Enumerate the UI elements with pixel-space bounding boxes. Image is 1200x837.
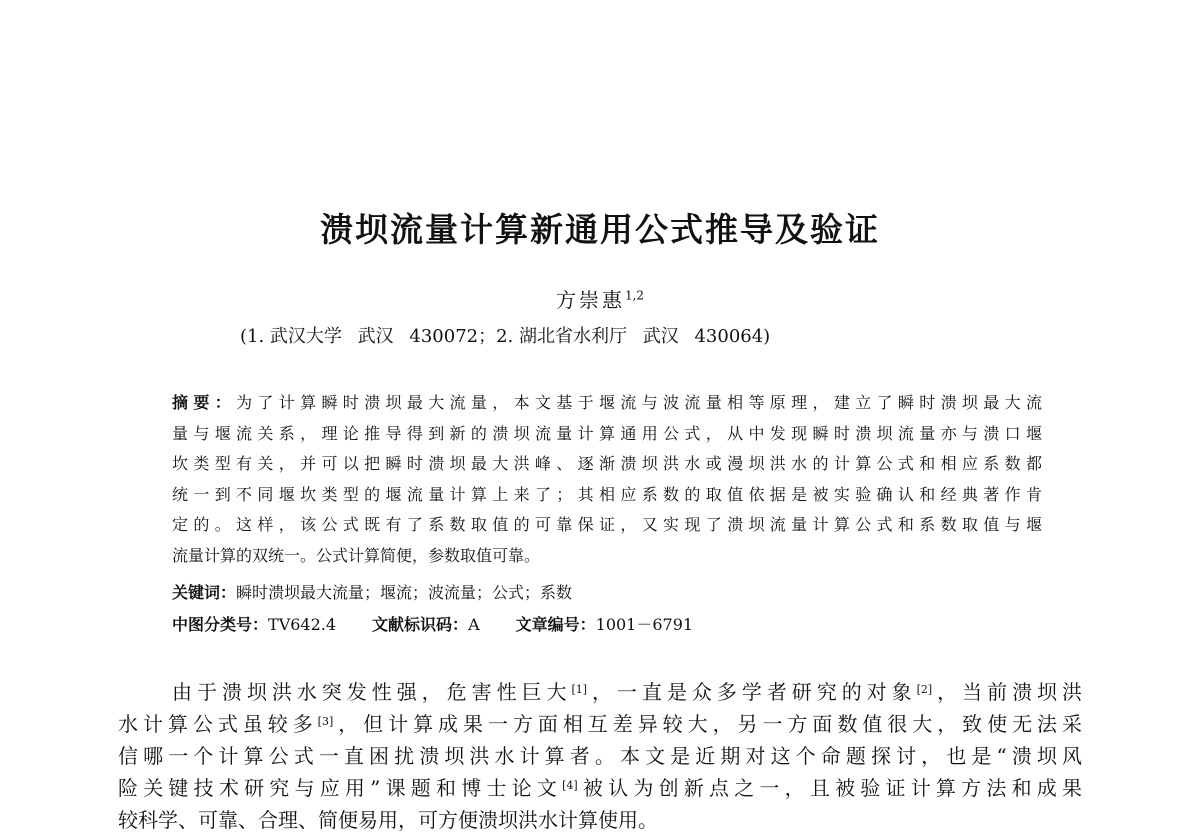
abstract-line bbox=[172, 388, 1042, 419]
clc-label: 中图分类号： bbox=[172, 615, 269, 634]
keywords-text: 瞬时溃坝最大流量；堰流；波流量；公式；系数 bbox=[236, 583, 573, 602]
affiliation-part: 武汉 bbox=[357, 326, 394, 347]
affiliation-part: (1. 武汉大学 bbox=[240, 326, 342, 347]
classification bbox=[172, 612, 693, 635]
abstract-text: 为了计算瞬时溃坝最大流量，本文基于堰流与波流量相等原理，建立了瞬时溃坝最大流 bbox=[236, 393, 1042, 412]
paper-title: 溃坝流量计算新通用公式推导及验证 bbox=[320, 210, 880, 249]
doc-code-value: A bbox=[468, 615, 480, 634]
clc-value: TV642.4 bbox=[268, 615, 337, 634]
body-text-span: 水计算公式虽较多 bbox=[118, 712, 318, 736]
body-text-span: ，但计算成果一方面相互差异较大，另一方面数值很大，致使无法采 bbox=[333, 712, 1083, 736]
citation: [1] bbox=[571, 683, 588, 696]
affiliation-part: 430064) bbox=[694, 326, 771, 347]
article-number-label: 文章编号： bbox=[515, 615, 596, 634]
body-line: 较科学、可靠、合理、简便易用，可方便溃坝洪水计算使用。 bbox=[118, 808, 658, 832]
body-text-span: ，一直是众多学者研究的对象 bbox=[587, 680, 917, 704]
abstract-line: 统一到不同堰坎类型的堰流量计算上来了；其相应系数的取值依据是被实验确认和经典著作肯 bbox=[172, 484, 1042, 504]
affiliation-part: 武汉 bbox=[642, 326, 679, 347]
author bbox=[0, 284, 1200, 313]
abstract-line: 坎类型有关，并可以把瞬时溃坝最大洪峰、逐渐溃坝洪水或漫坝洪水的计算公式和相应系数都 bbox=[172, 454, 1042, 473]
body-text-span: ，当前溃坝洪 bbox=[932, 680, 1083, 704]
body-line bbox=[118, 772, 1082, 804]
article-number-value: 1001－6791 bbox=[595, 615, 694, 634]
keywords bbox=[172, 580, 572, 603]
author-name: 方崇惠 bbox=[555, 288, 625, 312]
body-line bbox=[118, 708, 1082, 740]
body-line bbox=[118, 676, 1082, 708]
abstract bbox=[172, 388, 1042, 571]
keywords-label: 关键词： bbox=[172, 583, 237, 602]
abstract-line: 量与堰流关系，理论推导得到新的溃坝流量计算通用公式，从中发现瞬时溃坝流量亦与溃口堰 bbox=[172, 423, 1042, 443]
body-line: 信哪一个计算公式一直困扰溃坝洪水计算者。本文是近期对这个命题探讨，也是“溃坝风 bbox=[118, 744, 1082, 768]
affiliation bbox=[240, 322, 780, 348]
citation: [2] bbox=[916, 683, 933, 696]
citation: [4] bbox=[562, 779, 578, 792]
body-text bbox=[118, 676, 1082, 836]
body-text-span: 险关键技术研究与应用”课题和博士论文 bbox=[118, 776, 563, 800]
abstract-label: 摘要： bbox=[172, 393, 237, 412]
doc-code-label: 文献标识码： bbox=[372, 615, 469, 634]
abstract-line: 定的。这样，该公式既有了系数取值的可靠保证，又实现了溃坝流量计算公式和系数取值与堰 bbox=[172, 515, 1042, 534]
abstract-line: 流量计算的双统一。公式计算简便，参数取值可靠。 bbox=[172, 545, 541, 565]
body-text-span: 被认为创新点之一，且被验证计算方法和成果 bbox=[577, 776, 1083, 800]
citation: [3] bbox=[317, 715, 334, 728]
affiliation-part: 430072；2. 湖北省水利厅 bbox=[409, 326, 627, 347]
body-text-span: 由于溃坝洪水突发性强，危害性巨大 bbox=[172, 680, 572, 704]
author-affiliation-marker: 1,2 bbox=[624, 288, 645, 303]
